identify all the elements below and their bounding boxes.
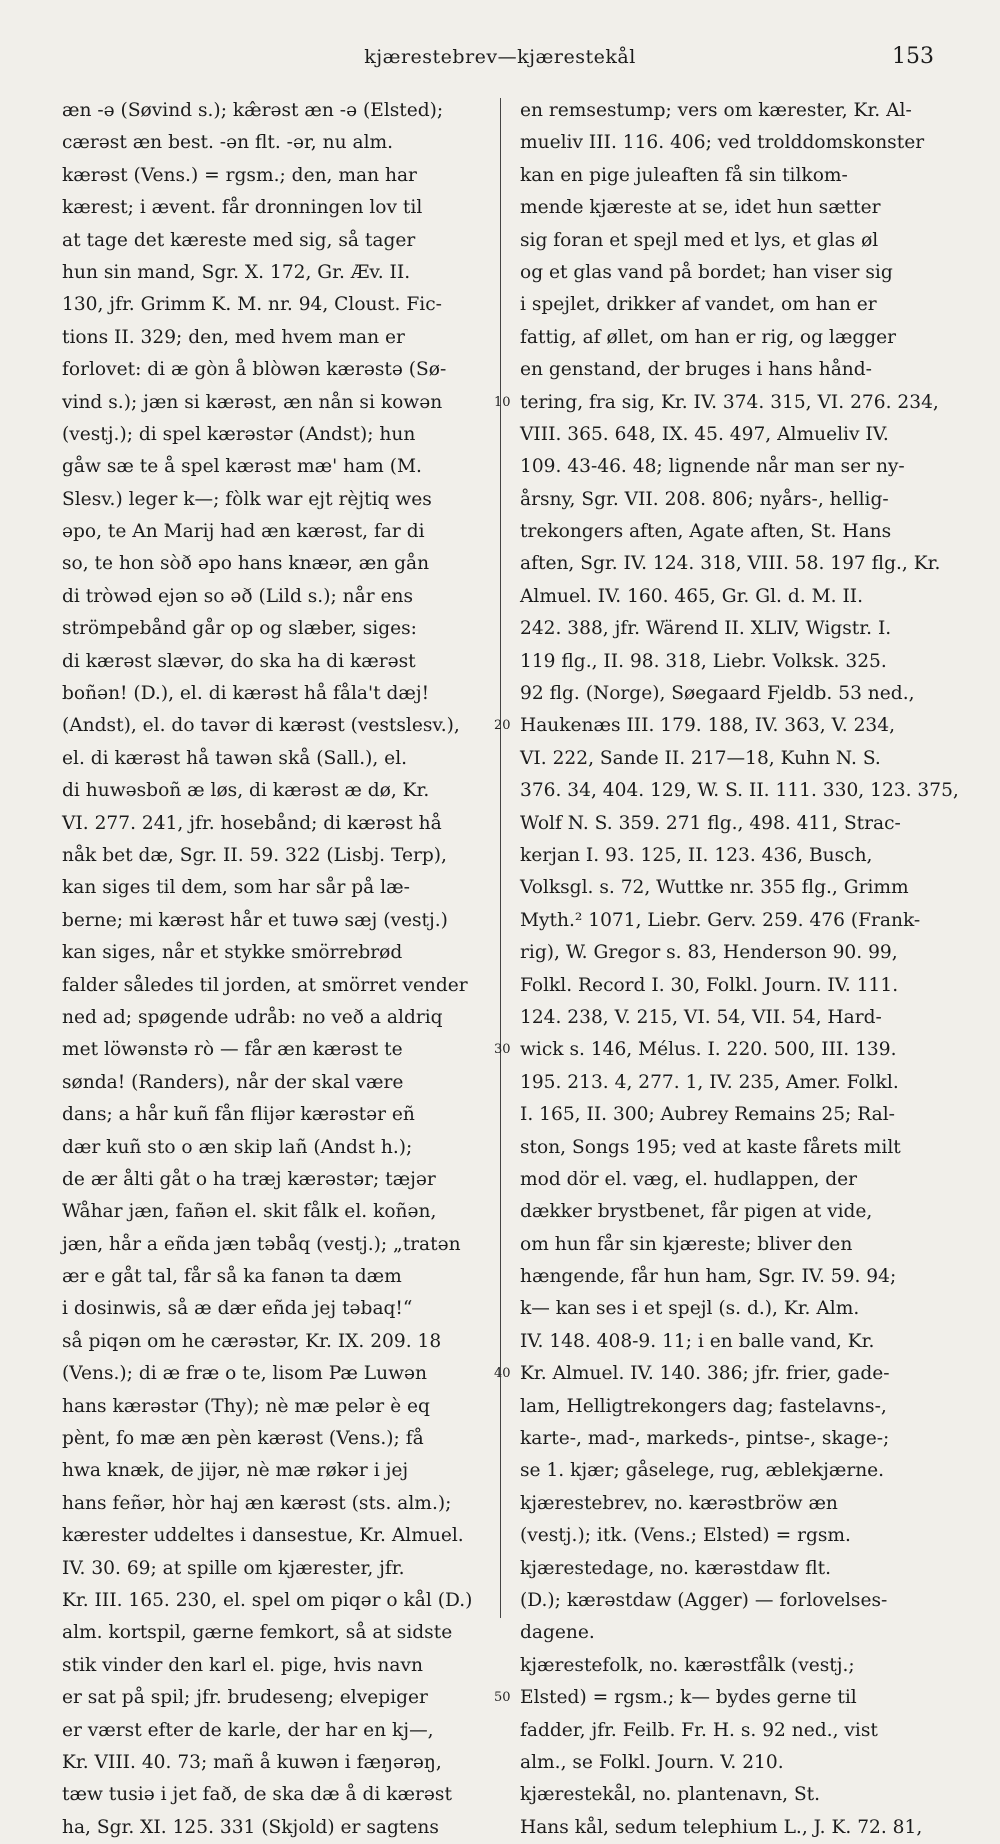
text-line: dans; a hår kuñ fån flijər kærəstər eñ <box>62 1104 415 1126</box>
page-number: 153 <box>892 44 934 69</box>
text-line: hwa knæk, de jijər, nè mæ røkər i jej <box>62 1460 409 1482</box>
text-line: mueliv III. 116. 406; ved trolddomskonster <box>520 132 925 154</box>
text-line: stik vinder den karl el. pige, hvis navn <box>62 1654 423 1676</box>
text-line: kjærestedage, no. kærəstdaw flt. <box>520 1557 832 1579</box>
text-line: cærəst æn best. -ən flt. -ər, nu alm. <box>62 132 394 154</box>
text-line: pènt, fo mæ æn pèn kærəst (Vens.); få <box>62 1428 424 1450</box>
line-number: 40 <box>494 1366 511 1382</box>
text-line: og et glas vand på bordet; han viser sig <box>520 261 893 283</box>
text-line: əpo, te An Marij had æn kærəst, far di <box>62 521 425 543</box>
running-title: kjærestebrev—kjærestekål <box>364 46 636 68</box>
text-line: Wåhar jæn, fañən el. skit fålk el. koñən, <box>62 1201 437 1223</box>
text-line: 376. 34, 404. 129, W. S. II. 111. 330, 123. 375, <box>520 780 959 802</box>
text-line: hans feñər, hòr haj æn kærəst (sts. alm.); <box>62 1492 452 1514</box>
text-line: de ær ålti gåt o ha træj kærəstər; tæjər <box>62 1168 436 1190</box>
text-line: so, te hon sòð əpo hans knæər, æn gån <box>62 553 430 575</box>
text-line: di tròwəd ejən so əð (Lild s.); når ens <box>62 585 414 607</box>
text-line: el. di kærəst hå tawən skå (Sall.), el. <box>62 747 408 769</box>
text-line: dækker brystbenet, får pigen at vide, <box>520 1201 873 1223</box>
text-line: aften, Sgr. IV. 124. 318, VIII. 58. 197 flg., Kr. <box>520 553 941 575</box>
text-line: alm. kortspil, gærne femkort, så at sidste <box>62 1622 453 1644</box>
text-line: kan en pige juleaften få sin tilkom- <box>520 164 848 186</box>
text-line: hans kærəstər (Thy); nè mæ pelər è eq <box>62 1395 430 1417</box>
text-line: dagene. <box>520 1622 595 1644</box>
text-line: 119 flg., II. 98. 318, Liebr. Volksk. 325. <box>520 650 887 672</box>
text-line: mende kjæreste at se, idet hun sætter <box>520 197 881 219</box>
text-line: kærəst (Vens.) = rgsm.; den, man har <box>62 164 417 186</box>
text-line: Kr. III. 165. 230, el. spel om piqər o kål (D.) <box>62 1589 473 1611</box>
text-line: strömpebånd går op og slæber, siges: <box>62 618 417 640</box>
text-line: kjærestekål, no. plantenavn, St. <box>520 1784 821 1806</box>
text-line: sig foran et spejl med et lys, et glas øl <box>520 229 879 251</box>
text-line: i spejlet, drikker af vandet, om han er <box>520 294 877 316</box>
text-line: Elsted) = rgsm.; k— bydes gerne til 50 <box>520 1682 940 1714</box>
text-line: tering, fra sig, Kr. IV. 374. 315, VI. 276. 234, 10 <box>520 387 940 419</box>
text-line: di kærəst slævər, do ska ha di kærəst <box>62 650 416 672</box>
text-line: Myth.² 1071, Liebr. Gerv. 259. 476 (Frank- <box>520 909 921 931</box>
text-line: så piqən om he cærəstər, Kr. IX. 209. 18 <box>62 1330 442 1352</box>
text-line: Haukenæs III. 179. 188, IV. 363, V. 234, 20 <box>520 710 940 742</box>
text-line: 92 flg. (Norge), Søegaard Fjeldb. 53 ned., <box>520 683 915 705</box>
text-line: hun sin mand, Sgr. X. 172, Gr. Æv. II. <box>62 261 411 283</box>
text-line: dær kuñ sto o æn skip lañ (Andst h.); <box>62 1136 413 1158</box>
text-line: Hans kål, sedum telephium L., J. K. 72. 81, <box>520 1816 923 1838</box>
text-line: Volksgl. s. 72, Wuttke nr. 355 flg., Grimm <box>520 877 909 899</box>
text-line: wick s. 146, Mélus. I. 220. 500, III. 139. 30 <box>520 1034 940 1066</box>
text-line: trekongers aften, Agate aften, St. Hans <box>520 521 892 543</box>
text-line: tions II. 329; den, med hvem man er <box>62 326 405 348</box>
text-line: ær e gåt tal, får så ka fanən ta dæm <box>62 1266 402 1288</box>
text-line: (vestj.); di spel kærəstər (Andst); hun <box>62 423 416 445</box>
text-line: VI. 277. 241, jfr. hosebånd; di kærəst hå <box>62 812 442 834</box>
text-line: er værst efter de karle, der har en kj—, <box>62 1719 434 1741</box>
text-line: en remsestump; vers om kærester, Kr. Al- <box>520 100 912 121</box>
text-line: sønda! (Randers), når der skal være <box>62 1071 404 1093</box>
text-line: er sat på spil; jfr. brudeseng; elvepiger <box>62 1687 428 1709</box>
text-line: IV. 30. 69; at spille om kjærester, jfr. <box>62 1557 405 1579</box>
text-line: 195. 213. 4, 277. 1, IV. 235, Amer. Folkl. <box>520 1071 899 1093</box>
text-line: årsny, Sgr. VII. 208. 806; nyårs-, hellig- <box>520 488 889 510</box>
text-line: kjærestebrev, no. kærəstbröw æn <box>520 1492 838 1514</box>
text-line: ha, Sgr. XI. 125. 331 (Skjold) er sagtens <box>62 1816 439 1838</box>
line-number: 20 <box>494 718 511 734</box>
text-line: 124. 238, V. 215, VI. 54, VII. 54, Hard- <box>520 1006 882 1028</box>
text-line: met löwənstə rò — får æn kærəst te <box>62 1039 403 1061</box>
text-line: jæn, hår a eñda jæn təbåq (vestj.); „tratən <box>62 1233 461 1255</box>
text-line: (D.); kærəstdaw (Agger) — forlovelses- <box>520 1589 888 1611</box>
text-line: Kr. VIII. 40. 73; mañ å kuwən i fæŋərəŋ, <box>62 1751 442 1773</box>
text-line: ston, Songs 195; ved at kaste fårets milt <box>520 1136 901 1158</box>
text-line: fadder, jfr. Feilb. Fr. H. s. 92 ned., vist <box>520 1719 878 1741</box>
text-line: forlovet: di æ gòn å blòwən kærəstə (Sø- <box>62 359 447 381</box>
text-line: k— kan ses i et spejl (s. d.), Kr. Alm. <box>520 1298 860 1320</box>
text-line: Folkl. Record I. 30, Folkl. Journ. IV. 111. <box>520 974 899 996</box>
text-line: kærester uddeltes i dansestue, Kr. Almuel. <box>62 1525 464 1547</box>
text-line: 109. 43-46. 48; lignende når man ser ny- <box>520 456 905 478</box>
text-line: en genstand, der bruges i hans hånd- <box>520 359 872 381</box>
text-line: Wolf N. S. 359. 271 flg., 498. 411, Strac- <box>520 812 901 834</box>
text-line: alm., se Folkl. Journ. V. 210. <box>520 1751 784 1773</box>
text-line: nåk bet dæ, Sgr. II. 59. 322 (Lisbj. Terp), <box>62 844 447 866</box>
text-line: Almuel. IV. 160. 465, Gr. Gl. d. M. II. <box>520 585 864 607</box>
text-line: karte-, mad-, markeds-, pintse-, skage-; <box>520 1428 890 1450</box>
text-line: (Vens.); di æ fræ o te, lisom Pæ Luwən <box>62 1363 427 1385</box>
text-line: falder således til jorden, at smörret vender <box>62 974 468 996</box>
text-line: kan siges til dem, som har sår på læ- <box>62 877 410 899</box>
text-line: VI. 222, Sande II. 217—18, Kuhn N. S. <box>520 747 881 769</box>
text-line: gåw sæ te å spel kærəst mæ' ham (M. <box>62 456 422 478</box>
text-line: mod dör el. væg, el. hudlappen, der <box>520 1168 858 1190</box>
text-line: tæw tusiə i jet fað, de ska dæ å di kærəst <box>62 1784 452 1806</box>
text-line: hængende, får hun ham, Sgr. IV. 59. 94; <box>520 1266 897 1288</box>
text-line: rig), W. Gregor s. 83, Henderson 90. 99, <box>520 942 898 964</box>
text-line: IV. 148. 408-9. 11; i en balle vand, Kr. <box>520 1330 875 1352</box>
text-line: æn -ə (Søvind s.); kæ̂rəst æn -ə (Elsted); <box>62 100 444 121</box>
text-line: kan siges, når et stykke smörrebrød <box>62 942 403 964</box>
text-line: berne; mi kærəst hår et tuwə sæj (vestj.) <box>62 909 448 931</box>
text-line: Kr. Almuel. IV. 140. 386; jfr. frier, gade- 40 <box>520 1358 940 1390</box>
text-line: at tage det kæreste med sig, så tager <box>62 229 416 251</box>
text-line: (Andst), el. do tavər di kærəst (vestslesv.), <box>62 715 460 737</box>
text-line: di huwəsboñ æ løs, di kærəst æ dø, Kr. <box>62 780 430 802</box>
page-header <box>0 38 1000 78</box>
line-number: 50 <box>494 1690 511 1706</box>
text-line: kjærestefolk, no. kærəstfålk (vestj.; <box>520 1654 855 1676</box>
text-line: fattig, af øllet, om han er rig, og lægger <box>520 326 897 348</box>
text-line: kerjan I. 93. 125, II. 123. 436, Busch, <box>520 844 873 866</box>
line-number: 30 <box>494 1042 511 1058</box>
line-number: 10 <box>494 394 511 410</box>
text-line: VIII. 365. 648, IX. 45. 497, Almueliv IV. <box>520 423 889 445</box>
text-line: ned ad; spøgende udråb: no veð a aldriq <box>62 1006 443 1028</box>
text-line: (vestj.); itk. (Vens.; Elsted) = rgsm. <box>520 1525 851 1547</box>
text-line: 130, jfr. Grimm K. M. nr. 94, Cloust. Fic- <box>62 294 442 316</box>
left-column <box>62 95 482 1838</box>
text-line: I. 165, II. 300; Aubrey Remains 25; Ral- <box>520 1104 895 1126</box>
text-line: boñən! (D.), el. di kærəst hå fåla't dæj! <box>62 683 430 705</box>
text-line: i dosinwis, så æ dær eñda jej təbaq!“ <box>62 1298 413 1320</box>
text-line: kærest; i ævent. får dronningen lov til <box>62 197 423 219</box>
text-line: vind s.); jæn si kærəst, æn nån si kowən <box>62 391 443 413</box>
text-line: lam, Helligtrekongers dag; fastelavns-, <box>520 1395 887 1417</box>
text-line: om hun får sin kjæreste; bliver den <box>520 1233 853 1255</box>
text-line: Slesv.) leger k—; fòlk war ejt rèjtiq wes <box>62 488 432 510</box>
right-column <box>494 95 959 1838</box>
text-line: 242. 388, jfr. Wärend II. XLIV, Wigstr. I. <box>520 618 892 640</box>
text-line: se 1. kjær; gåselege, rug, æblekjærne. <box>520 1460 885 1482</box>
